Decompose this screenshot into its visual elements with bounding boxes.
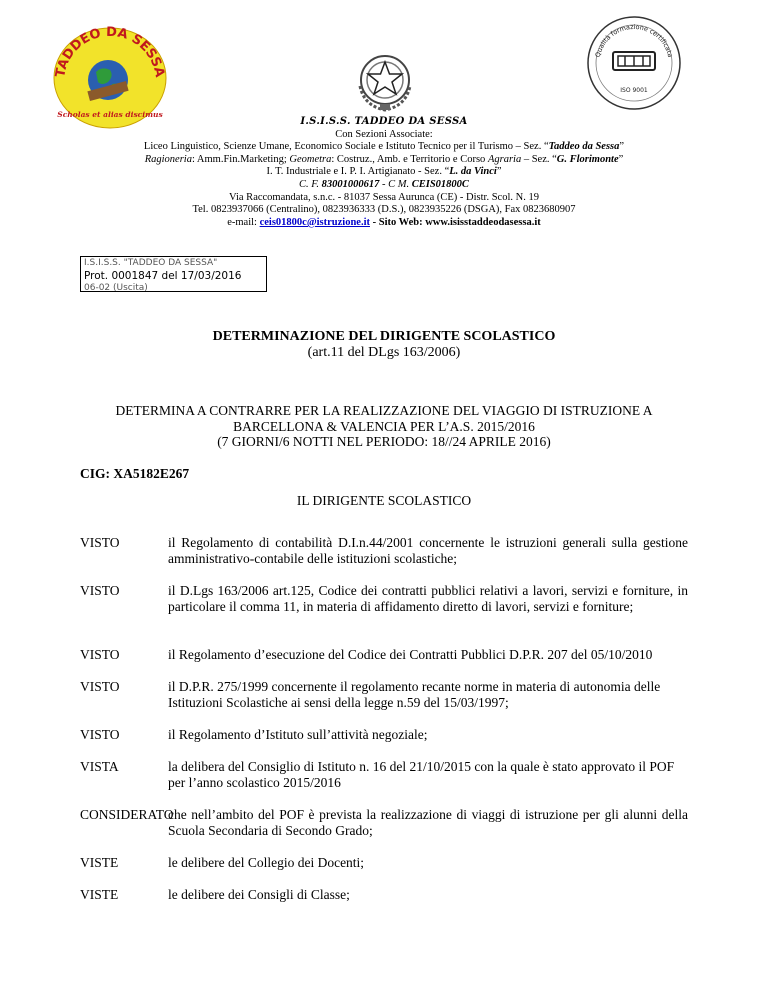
premise-item — [80, 535, 688, 566]
premise-label: CONSIDERATO — [80, 807, 174, 822]
determina-line-2: BARCELLONA & VALENCIA PER L’A.S. 2015/2016 — [233, 418, 535, 434]
ragioneria-label: Ragioneria — [144, 153, 192, 165]
premise-label: VISTE — [80, 887, 119, 902]
title-main: DETERMINAZIONE DEL DIRIGENTE SCOLASTICO — [212, 329, 556, 344]
school-header — [0, 116, 768, 229]
protocol-category: 06-02 (Uscita) — [84, 283, 148, 293]
premise-text: il D.P.R. 275/1999 concernente il regolamento recante norme in materia di autonomia delle Istituzioni Scolastiche ai sensi della legge n.59 del 15/03/1997; — [168, 679, 661, 710]
premise-text: la delibera del Consiglio di Istituto n. 16 del 21/10/2015 con la quale è stato approvato il POF per l’anno scolastico 2015/2016 — [168, 759, 675, 790]
premise-text: il D.Lgs 163/2006 art.125, Codice dei contratti pubblici relativi a lavori, servizi e forniture, in particolare il comma 11, in materia di affidamento diretto di lavori, servizi e forniture; — [168, 583, 688, 614]
web-address: www.isisstaddeodasessa.it — [425, 216, 541, 228]
it-text: I. T. Industriale e I. P. I. Artigianato - Sez. “ — [266, 166, 450, 178]
dirigente-heading: IL DIRIGENTE SCOLASTICO — [296, 493, 472, 508]
agraria-text: – Sez. “ — [521, 153, 557, 165]
ragioneria-text: : Amm.Fin.Marketing; — [191, 153, 290, 165]
geometra-text: : Costruz., Amb. e Territorio e Corso — [331, 153, 488, 165]
premise-text: il Regolamento d’esecuzione del Codice dei Contratti Pubblici D.P.R. 207 del 05/10/2010 — [168, 647, 653, 662]
email-link[interactable]: ceis01800c@istruzione.it — [259, 216, 370, 228]
premise-item — [80, 583, 688, 614]
premise-item — [80, 855, 688, 871]
header-address: Via Raccomandata, s.n.c. - 81037 Sessa Aurunca (CE) - Distr. Scol. N. 19 — [229, 191, 539, 203]
premise-text: le delibere dei Consigli di Classe; — [168, 887, 350, 902]
premise-label: VISTO — [80, 679, 120, 694]
premise-text: il Regolamento di contabilità D.I.n.44/2001 concernente le istruzioni generali sulla gestione amministrativo-contabile delle istituzioni scolastiche; — [168, 535, 688, 566]
protocol-number: Prot. 0001847 del 17/03/2016 — [84, 270, 242, 282]
header-industriale — [0, 166, 768, 179]
cf-value: 83001000617 — [321, 178, 380, 190]
protocol-stamp — [80, 256, 267, 292]
school-name: I.S.I.S.S. TADDEO DA SESSA — [300, 116, 468, 127]
document-title — [0, 329, 768, 361]
protocol-school: I.S.I.S.S. "TADDEO DA SESSA" — [84, 258, 218, 268]
premise-text: le delibere del Collegio dei Docenti; — [168, 855, 365, 870]
determina-line-3: (7 GIORNI/6 NOTTI NEL PERIODO: 18//24 APRILE 2016) — [217, 434, 551, 449]
premise-label: VISTO — [80, 535, 120, 550]
svg-text:TADDEO DA SESSA: TADDEO DA SESSA — [53, 24, 167, 79]
republic-emblem — [350, 46, 420, 116]
taddeo-section-name: Taddeo da Sessa — [548, 141, 620, 153]
title-sub: (art.11 del DLgs 163/2006) — [307, 345, 461, 360]
it-end: ” — [496, 166, 502, 178]
premise-text: il Regolamento d’Istituto sull’attività negoziale; — [168, 727, 428, 742]
premise-label: VISTO — [80, 727, 120, 742]
school-logo — [50, 22, 170, 130]
premise-item — [80, 679, 688, 710]
premise-label: VISTE — [80, 855, 119, 870]
florimonte-name: G. Florimonte — [556, 153, 619, 165]
cm-value: CEIS01800C — [411, 178, 469, 190]
premise-item — [80, 807, 688, 838]
vinci-name: L. da Vinci — [449, 166, 497, 178]
premise-label: VISTO — [80, 583, 120, 598]
svg-text:Qualità formazione certificata: Qualità formazione certificata — [593, 22, 675, 59]
geometra-label: Geometra — [289, 153, 332, 165]
header-licei — [0, 141, 768, 154]
web-label: - Sito Web: — [369, 216, 426, 228]
premise-label: VISTO — [80, 647, 120, 662]
premise-text: che nell’ambito del POF è prevista la realizzazione di viaggi di istruzione per gli alunni della Scuola Secondaria di Secondo Grado; — [168, 807, 688, 838]
header-codici — [0, 179, 768, 192]
premise-label: VISTA — [80, 759, 119, 774]
agraria-end: ” — [618, 153, 624, 165]
premise-item — [80, 887, 688, 903]
premise-item — [80, 647, 688, 663]
premise-item — [80, 759, 688, 790]
header-contacts — [0, 217, 768, 230]
header-tel: Tel. 0823937066 (Centralino), 0823936333 (D.S.), 0823935226 (DSGA), Fax 0823680907 — [192, 204, 576, 216]
svg-text:Scholas et alias discimus: Scholas et alias discimus — [57, 110, 163, 119]
email-label: e-mail: — [227, 216, 260, 228]
premise-item — [80, 727, 688, 743]
determina-line-1: DETERMINA A CONTRARRE PER LA REALIZZAZIONE DEL VIAGGIO DI ISTRUZIONE A — [115, 403, 653, 418]
header-ragioneria — [0, 154, 768, 167]
agraria-label: Agraria — [487, 153, 522, 165]
determina-heading — [0, 403, 768, 450]
cf-label: C. F. — [299, 178, 322, 190]
header-licei-text: Liceo Linguistico, Scienze Umane, Economico Sociale e Istituto Tecnico per il Turismo – Sez. “Taddeo da Sessa” — [143, 141, 625, 153]
cig-code: CIG: XA5182E267 — [80, 466, 190, 481]
svg-text:ISO 9001: ISO 9001 — [620, 87, 648, 94]
cm-label: - C M. — [379, 178, 412, 190]
header-sezioni: Con Sezioni Associate: — [335, 128, 433, 140]
quality-certification-logo — [583, 12, 685, 114]
